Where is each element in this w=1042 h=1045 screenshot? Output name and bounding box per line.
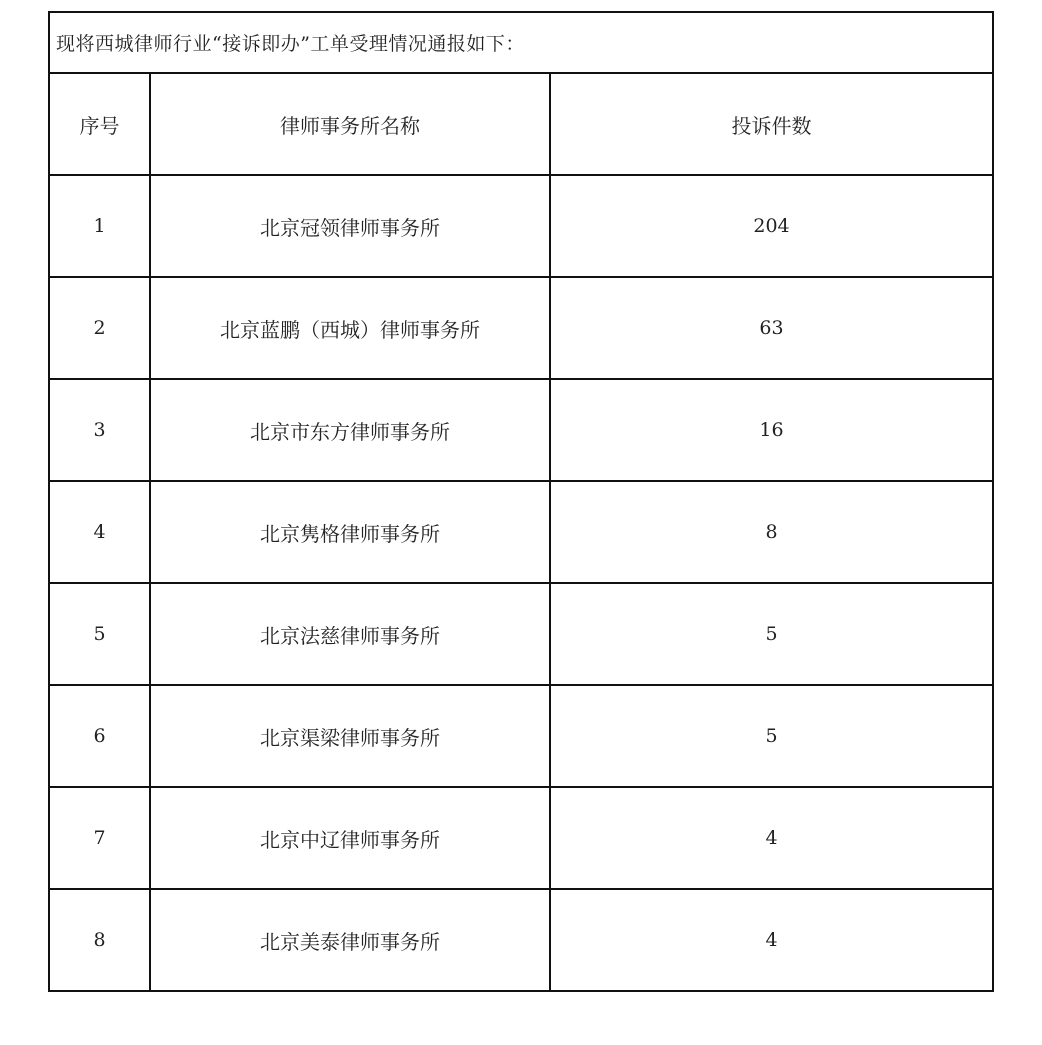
row-index: 4 xyxy=(50,481,150,583)
report-document xyxy=(48,11,994,992)
row-firm-name: 北京渠梁律师事务所 xyxy=(150,685,550,787)
row-index: 7 xyxy=(50,787,150,889)
row-firm-name: 北京蓝鹏（西城）律师事务所 xyxy=(150,277,550,379)
table-row xyxy=(50,379,992,481)
table-row xyxy=(50,787,992,889)
row-firm-name: 北京隽格律师事务所 xyxy=(150,481,550,583)
table-row xyxy=(50,175,992,277)
row-index: 5 xyxy=(50,583,150,685)
complaint-table xyxy=(50,74,992,990)
row-firm-name: 北京美泰律师事务所 xyxy=(150,889,550,990)
table-row xyxy=(50,685,992,787)
header-index: 序号 xyxy=(50,74,150,175)
row-firm-name: 北京市东方律师事务所 xyxy=(150,379,550,481)
row-firm-name: 北京冠领律师事务所 xyxy=(150,175,550,277)
table-row xyxy=(50,889,992,990)
table-header-row xyxy=(50,74,992,175)
table-row xyxy=(50,583,992,685)
row-complaint-count: 204 xyxy=(550,175,992,277)
row-complaint-count: 5 xyxy=(550,685,992,787)
row-index: 1 xyxy=(50,175,150,277)
row-index: 6 xyxy=(50,685,150,787)
row-index: 3 xyxy=(50,379,150,481)
row-complaint-count: 5 xyxy=(550,583,992,685)
row-complaint-count: 4 xyxy=(550,787,992,889)
table-row xyxy=(50,481,992,583)
row-index: 8 xyxy=(50,889,150,990)
row-complaint-count: 16 xyxy=(550,379,992,481)
intro-text: 现将西城律师行业“接诉即办”工单受理情况通报如下： xyxy=(50,13,992,74)
row-firm-name: 北京中辽律师事务所 xyxy=(150,787,550,889)
row-firm-name: 北京法慈律师事务所 xyxy=(150,583,550,685)
row-index: 2 xyxy=(50,277,150,379)
row-complaint-count: 8 xyxy=(550,481,992,583)
header-complaint-count: 投诉件数 xyxy=(550,74,992,175)
table-row xyxy=(50,277,992,379)
header-firm-name: 律师事务所名称 xyxy=(150,74,550,175)
row-complaint-count: 63 xyxy=(550,277,992,379)
row-complaint-count: 4 xyxy=(765,929,778,951)
